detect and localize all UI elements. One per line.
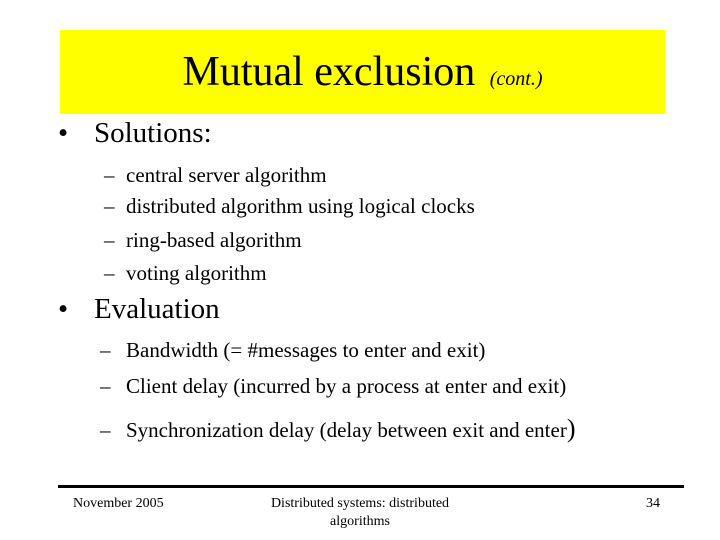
bullet-evaluation xyxy=(58,292,220,326)
footer-course: Distributed systems: distributed algorithms xyxy=(270,496,450,529)
footer-divider xyxy=(58,485,684,488)
dash-icon: – xyxy=(104,163,115,187)
list-item-text: central server algorithm xyxy=(126,163,327,187)
list-item-text: ring-based algorithm xyxy=(126,228,302,252)
footer-date: November 2005 xyxy=(73,496,164,511)
dash-icon: – xyxy=(104,194,115,218)
list-item xyxy=(100,416,576,443)
list-item-text: Client delay (incurred by a process at enter and exit) xyxy=(126,374,567,398)
list-item xyxy=(104,162,327,188)
list-item-text: Synchronization delay (delay between exit and enter xyxy=(126,418,567,442)
list-item-text: Bandwidth (= #messages to enter and exit) xyxy=(126,338,486,362)
list-item xyxy=(104,227,302,253)
list-item xyxy=(104,260,267,286)
bullet-solutions xyxy=(58,116,212,150)
list-item xyxy=(100,373,566,399)
bullet-label: Solutions: xyxy=(94,117,212,149)
dash-icon: – xyxy=(104,228,115,252)
slide-title xyxy=(60,44,665,107)
dash-icon: – xyxy=(100,418,111,442)
list-item xyxy=(104,193,475,219)
closing-paren: ) xyxy=(566,414,576,443)
bullet-label: Evaluation xyxy=(94,293,220,325)
list-item xyxy=(100,337,485,363)
list-item-text: voting algorithm xyxy=(126,261,267,285)
dash-icon: – xyxy=(100,338,111,362)
dash-icon: – xyxy=(100,374,111,398)
bullet-icon: • xyxy=(58,117,69,149)
footer-page-number: 34 xyxy=(646,496,660,511)
dash-icon: – xyxy=(104,261,115,285)
title-text: Mutual exclusion xyxy=(182,49,476,95)
title-suffix: (cont.) xyxy=(489,68,543,90)
list-item-text: distributed algorithm using logical clocks xyxy=(126,194,475,218)
bullet-icon: • xyxy=(58,293,69,325)
